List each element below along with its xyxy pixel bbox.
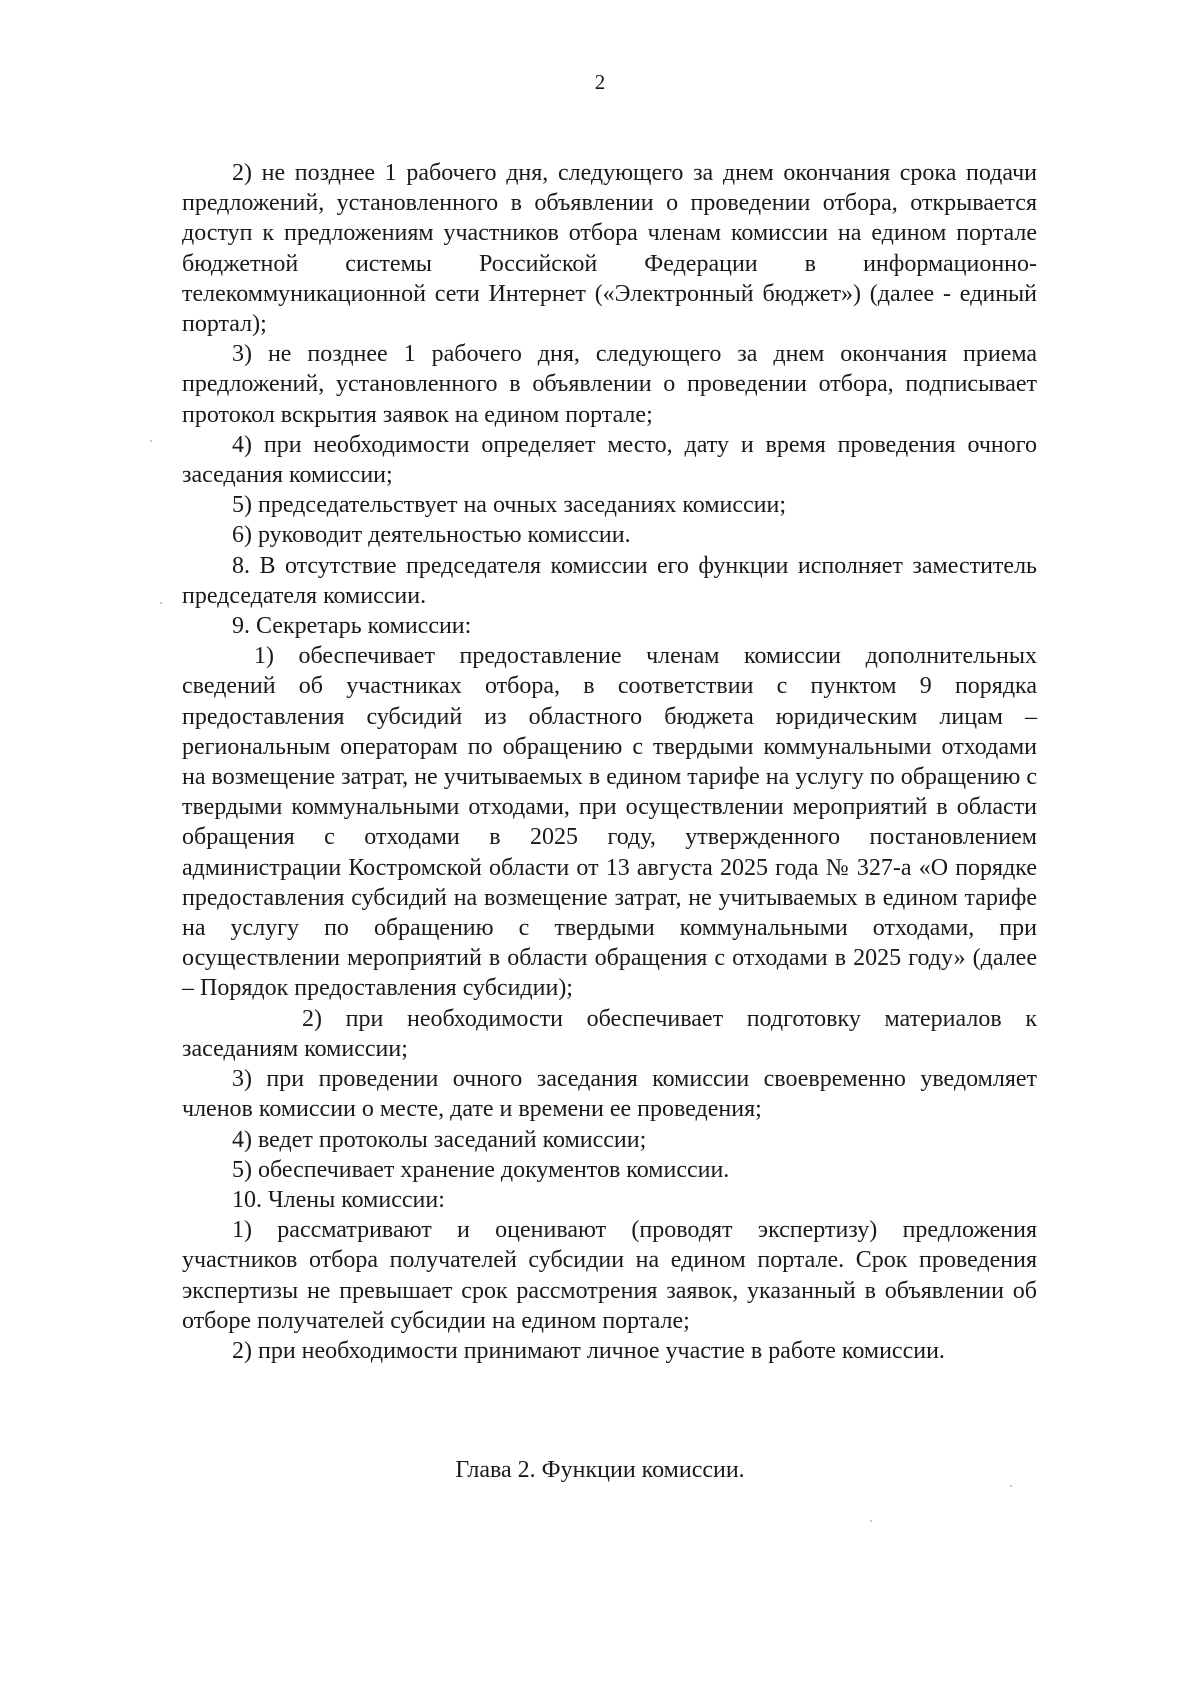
paragraph-chair-place: 4) при необходимости определяет место, дату и время проведения очного заседания комиссии; <box>182 431 1037 489</box>
scan-speck <box>870 1520 872 1522</box>
paragraph-members-heading: 10. Члены комиссии: <box>232 1186 445 1213</box>
scan-speck <box>150 440 152 442</box>
paragraph-chair-protocol: 3) не позднее 1 рабочего дня, следующего за днем окончания приема предложений, установленного в объявлении о проведении отбора, подписывает протокол вскрытия заявок на едином портале; <box>182 341 1037 428</box>
paragraph-secretary-3: 3) при проведении очного заседания комиссии своевременно уведомляет членов комиссии о месте, дате и времени ее проведения; <box>182 1066 1037 1123</box>
paragraph-secretary-heading: 9. Секретарь комиссии: <box>232 613 472 640</box>
paragraph-absence: 8. В отсутствие председателя комиссии его функции исполняет заместитель председателя комиссии. <box>182 552 1037 609</box>
paragraph-members-1: 1) рассматривают и оценивают (проводят экспертизу) предложения участников отбора получателей субсидии на едином портале. Срок проведения экспертизы не превышает срок рассмотрения заявок, указанный в объявлении об отборе получателей субсидии на едином портале; <box>182 1217 1037 1334</box>
paragraph-members-2: 2) при необходимости принимают личное участие в работе комиссии. <box>232 1337 945 1364</box>
paragraph-secretary-5: 5) обеспечивает хранение документов комиссии. <box>232 1156 730 1183</box>
document-body <box>182 158 1037 1366</box>
chapter-heading: Глава 2. Функции комиссии. <box>455 1457 745 1483</box>
paragraph-secretary-1: 1) обеспечивает предоставление членам комиссии дополнительных сведений об участниках отбора, в соответствии с пунктом 9 порядка предоставления субсидий из областного бюджета юридическим лицам – региональным операторам по обращению с твердыми коммунальными отходами на возмещение затрат, не учитываемых в едином тарифе на услугу по обращению с твердыми коммунальными отходами, при осуществлении мероприятий в области обращения с отходами в 2025 году, утвержденного постановлением администрации Костромской области от 13 августа 2025 года № 327-а «О порядке предоставления субсидий на возмещение затрат, не учитываемых в едином тарифе на услугу по обращению с твердыми коммунальными отходами, при осуществлении мероприятий в области обращения с отходами в 2025 году» (далее – Порядок предоставления субсидии); <box>182 643 1037 1002</box>
paragraph-chair-access: 2) не позднее 1 рабочего дня, следующего за днем окончания срока подачи предложений, установленного в объявлении о проведении отбора, открывается доступ к предложениям участников отбора членам комиссии на едином портале бюджетной системы Российской Федерации в информационно-телекоммуникационной сети Интернет («Электронный бюджет») (далее - единый портал); <box>182 160 1037 338</box>
paragraph-secretary-4: 4) ведет протоколы заседаний комиссии; <box>232 1126 647 1153</box>
paragraph-chair-presides: 5) председательствует на очных заседаниях комиссии; <box>232 492 787 519</box>
paragraph-chair-leads: 6) руководит деятельностью комиссии. <box>232 522 631 549</box>
scan-speck <box>160 602 162 604</box>
page-number: 2 <box>594 70 606 94</box>
paragraph-secretary-2: 2) при необходимости обеспечивает подготовку материалов к заседаниям комиссии; <box>182 1005 1037 1062</box>
scan-speck <box>1010 1485 1012 1487</box>
